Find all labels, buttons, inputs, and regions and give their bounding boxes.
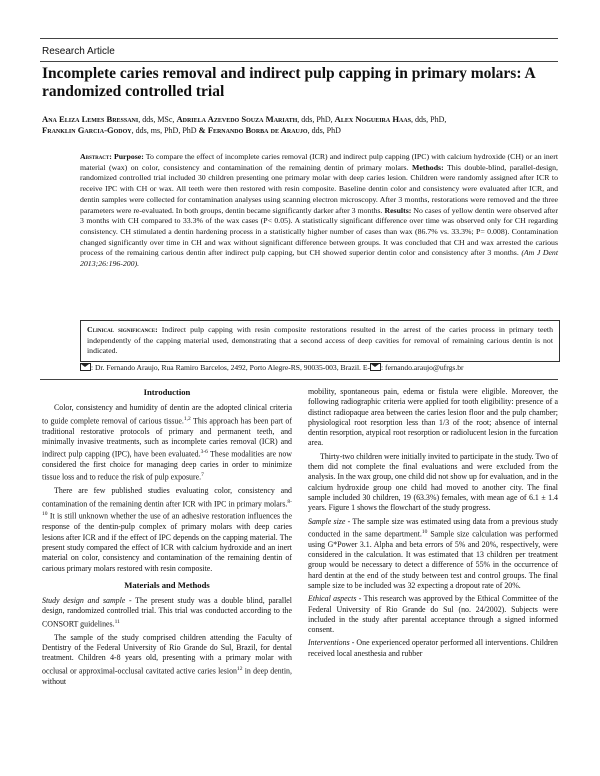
author-degree: , dds, PhD, <box>411 115 447 124</box>
significance-label: Clinical significance: <box>87 325 158 334</box>
author-name: Adriela Azevedo Souza Mariath <box>176 114 298 124</box>
author-name: Franklin Garcia-Godoy <box>42 125 132 135</box>
paragraph: There are few published studies evaluating color, consistency and contamination of the remaining dentin after ICR with IPC in primary molars.$^{8-10}$ It is still unknown whether the use of an adhesive restoration influences the response of the dentin-pulp complex of primary molars with deep caries lesions after ICR and if the effect of IPC depends on the capping material. The present study compared the effect of ICR with calcium hydroxide and an inert material on color, consistency and contamination of the remaining dentin of carious primary molars restored with resin composite. <box>42 486 292 573</box>
methods-heading: Materials and Methods <box>124 579 210 590</box>
correspondence: : Dr. Fernando Araujo, Rua Ramiro Barcelos, 2492, Porto Alegre-RS, 90035-003, Brazil. E- : fernando.araujo@ufrgs.br <box>80 363 558 373</box>
author-list: Ana Eliza Lemes Bressani, dds, MSc, Adriela Azevedo Souza Mariath, dds, PhD, Alex Nogueira Haas, dds, PhD, Franklin Garcia-Godoy, dds, ms, PhD, PhD & Fernando Borba de Araujo, dds, PhD <box>42 114 447 135</box>
author-degree: , dds, PhD, <box>297 115 335 124</box>
section-label: Research Article <box>42 46 115 57</box>
abstract-label: Abstract: <box>80 152 112 161</box>
citation: (Am J Dent 2013;26:196-200). <box>80 248 558 269</box>
paragraph: Study design and sample - The present study was a double blind, parallel design, randomized controlled trial. This trial was conducted according to the CONSORT guidelines.$^{11}$ <box>42 596 292 629</box>
top-rule <box>40 38 558 39</box>
left-column <box>42 387 292 690</box>
paragraph: Thirty-two children were initially invited to participate in the study. Two of them did not complete the final evaluations and were excluded from the analysis. In the wax group, one child did not show up for evaluation, and in the calcium hydroxide group one child had moved to another city. The final sample included 30 children, 19 (63.3%) females, with mean age of 6.1 ± 1.4 years. Figure 1 shows the flowchart of the study progress. <box>308 451 558 513</box>
paragraph: The sample of the study comprised children attending the Faculty of Dentistry of the Federal University of Rio Grande do Sul, Brazil, for dental treatment. Children 4-8 years old, presenting with a primary molar with occlusal or approximal-occlusal cavitated active caries lesion$^{12}$ in deep dentin, without <box>42 632 292 686</box>
results-label: Results: <box>384 205 412 215</box>
title-rule <box>40 61 558 62</box>
author-degree: , dds, ms, PhD, PhD <box>131 126 199 135</box>
author-name: Ana Eliza Lemes Bressani <box>42 114 139 124</box>
paragraph: Ethical aspects - This research was approved by the Ethical Committee of the Federal University of Rio Grande do Sul (no. 24/2002). Subjects were included in the study after parental acceptance through a signed informed consent. <box>308 594 558 635</box>
right-column <box>308 387 558 662</box>
paper-title: Incomplete caries removal and indirect pulp capping in primary molars: A randomized controlled trial <box>42 65 535 100</box>
methods-label: Methods: <box>412 162 444 172</box>
clinical-significance-box: Clinical significance: Indirect pulp capping with resin composite restorations resulted in the arrest of the caries process in primary teeth independently of the capping material used, demonstrating that a second access of deep cavities for removal of remaining carious dentin is not indicated. <box>80 320 560 362</box>
abstract: Abstract: Purpose: To compare the effect of incomplete caries removal (ICR) and indirect pulp capping (IPC) with calcium hydroxide (CH) or an inert material (wax) on color, consistency and contamination of the remaining dentin of primary molars. Methods: This double-blind, parallel-design, randomized controlled trial included 30 children presenting one primary molar with deep caries lesion. Children were randomly assigned after ICR to receive IPC with CH or wax. All teeth were then restored with resin composite. Baseline dentin color and consistency were evaluated after ICR, and dentin samples were collected for contamination analyses using scanning electron microscopy. After 3 months, restorations were removed and the three parameters were re-evaluated. In both groups, dentin became significantly darker after 3 months. Results: No cases of yellow dentin were observed after 3 months with CH compared to 33.3% of the wax cases (P< 0.05). A statistically significant difference over time was observed only for CH regarding consistency. CH stimulated a dentin hardening process in a statistically higher number of cases than wax (86.7% vs. 33.3%; P= 0.008). Contamination changed significantly over time in CH and wax without significant difference between groups. It was concluded that CH and wax arrested the carious process of the remaining carious dentin after indirect pulp capping, but CH showed superior dentin color and consistency after 3 months. (Am J Dent 2013;26:196-200). <box>80 152 558 269</box>
mail-icon <box>370 363 381 371</box>
paragraph: Color, consistency and humidity of dentin are the adopted clinical criteria to guide complete removal of carious tissue.$^{1,2}$ This approach has been part of traditional restorative protocols of primary and permanent teeth, and minimally invasive treatments, such as incomplete caries removal (ICR) and indirect pulp capping (IPC), have been evaluated.$^{3-6}$ These modalities are now considered the first choice for managing deep caries in order to minimize tissue loss and to reduce the risk of pulp exposure.$^7$ <box>42 403 292 482</box>
paragraph: Interventions - One experienced operator performed all interventions. Children received local anesthesia and rubber <box>308 638 558 658</box>
author-degree: , dds, MSc, <box>138 115 177 124</box>
email-link[interactable]: : fernando.araujo@ufrgs.br <box>381 363 464 372</box>
author-name: Fernando Borba de Araujo <box>207 125 308 135</box>
contact-rule <box>40 379 558 380</box>
paragraph: Sample size - The sample size was estimated using data from a previous study conducted in the same department.$^{10}$ Sample size calculation was performed using G*Power 3.1. Alpha and beta errors of 5% and 20%, respectively, were considered in the calculation. It was estimated that 13 children per treatment group would be necessary to detect a difference of 55% in the occurrence of hard dentin at the end of the study between test and control groups. The final sample size to be included was 32 expecting a dropout rate of 20%. <box>308 516 559 590</box>
author-degree: , dds, PhD <box>307 126 341 135</box>
purpose-label: Purpose: <box>113 152 144 161</box>
author-name: Alex Nogueira Haas <box>334 114 412 124</box>
mail-icon <box>80 363 91 371</box>
intro-heading: Introduction <box>143 387 191 397</box>
paragraph: mobility, spontaneous pain, edema or fistula were eligible. Moreover, the following radiographic criteria were applied for tooth eligibility: presence of a distinct radiopaque area between the caries lesion floor and the pulp chamber; physiological root resorption less than 1/3 of the root; absence of internal dentin resorption, atypical root resorption or radiolucent lesion in the furcation area. <box>308 387 558 448</box>
